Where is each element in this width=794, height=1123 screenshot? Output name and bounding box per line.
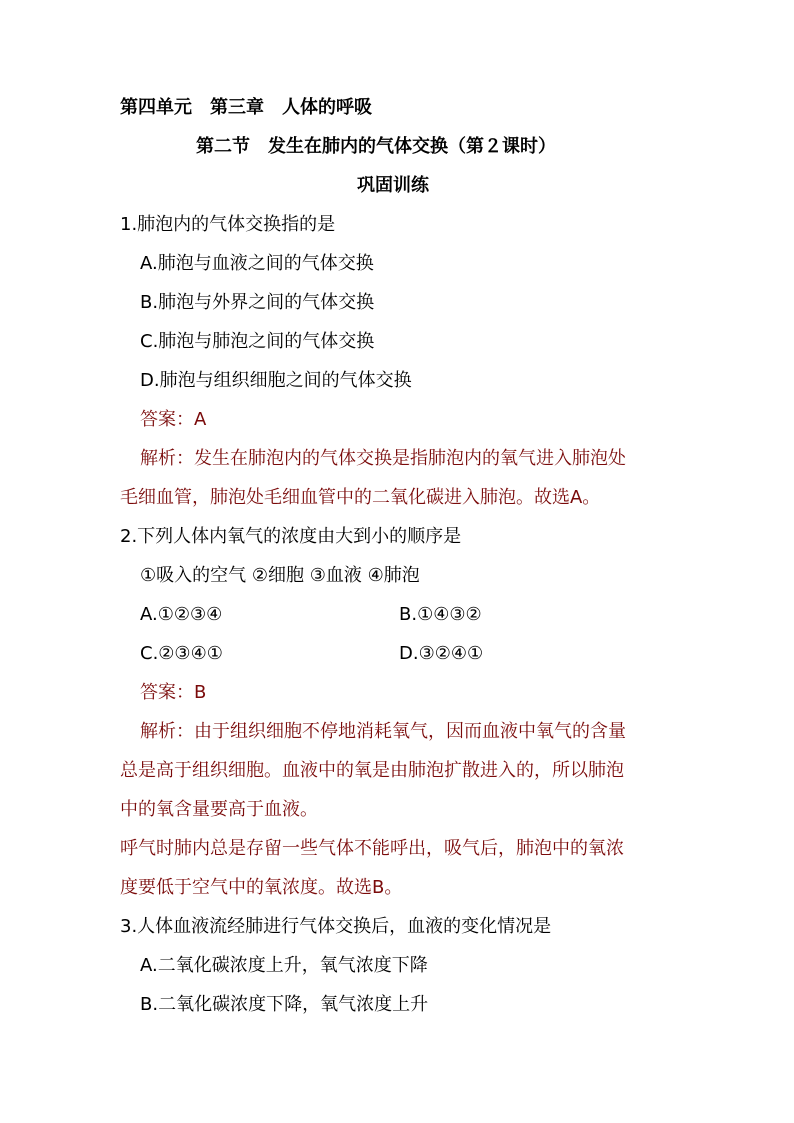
question-1-option-d: D.肺泡与组织细胞之间的气体交换 bbox=[140, 370, 412, 391]
question-2-analysis-line-3: 中的氧含量要高于血液。 bbox=[120, 799, 318, 820]
question-2-sub-stem: ①吸入的空气 ②细胞 ③血液 ④肺泡 bbox=[140, 565, 420, 586]
section-title: 第二节 发生在肺内的气体交换（第２课时） bbox=[196, 136, 556, 157]
question-2-option-c: C.②③④① bbox=[140, 643, 223, 664]
question-1-stem: 1.肺泡内的气体交换指的是 bbox=[120, 214, 336, 235]
question-1-analysis-line-1: 解析：发生在肺泡内的气体交换是指肺泡内的氧气进入肺泡处 bbox=[140, 448, 626, 469]
question-2-answer: 答案：B bbox=[140, 682, 207, 703]
question-1-option-b: B.肺泡与外界之间的气体交换 bbox=[140, 292, 375, 313]
question-1-option-c: C.肺泡与肺泡之间的气体交换 bbox=[140, 331, 375, 352]
question-2-option-b: B.①④③② bbox=[399, 604, 482, 625]
question-3-option-b: B.二氧化碳浓度下降，氧气浓度上升 bbox=[140, 994, 429, 1015]
unit-title: 第四单元 第三章 人体的呼吸 bbox=[120, 97, 372, 118]
question-2-analysis-line-2: 总是高于组织细胞。血液中的氧是由肺泡扩散进入的，所以肺泡 bbox=[120, 760, 624, 781]
question-1-analysis-line-2: 毛细血管，肺泡处毛细血管中的二氧化碳进入肺泡。故选A。 bbox=[120, 487, 601, 508]
question-2-stem: 2.下列人体内氧气的浓度由大到小的顺序是 bbox=[120, 526, 462, 547]
question-2-analysis-line-5: 度要低于空气中的氧浓度。故选B。 bbox=[120, 877, 403, 898]
sub-title: 巩固训练 bbox=[357, 175, 429, 196]
question-2-analysis-line-1: 解析：由于组织细胞不停地消耗氧气，因而血液中氧气的含量 bbox=[140, 721, 626, 742]
question-1-answer: 答案：A bbox=[140, 409, 207, 430]
question-1-option-a: A.肺泡与血液之间的气体交换 bbox=[140, 253, 374, 274]
question-3-option-a: A.二氧化碳浓度上升，氧气浓度下降 bbox=[140, 955, 428, 976]
question-2-option-d: D.③②④① bbox=[399, 643, 484, 664]
question-3-stem: 3.人体血液流经肺进行气体交换后，血液的变化情况是 bbox=[120, 916, 552, 937]
question-2-option-a: A.①②③④ bbox=[140, 604, 223, 625]
question-2-analysis-line-4: 呼气时肺内总是存留一些气体不能呼出，吸气后，肺泡中的氧浓 bbox=[120, 838, 624, 859]
